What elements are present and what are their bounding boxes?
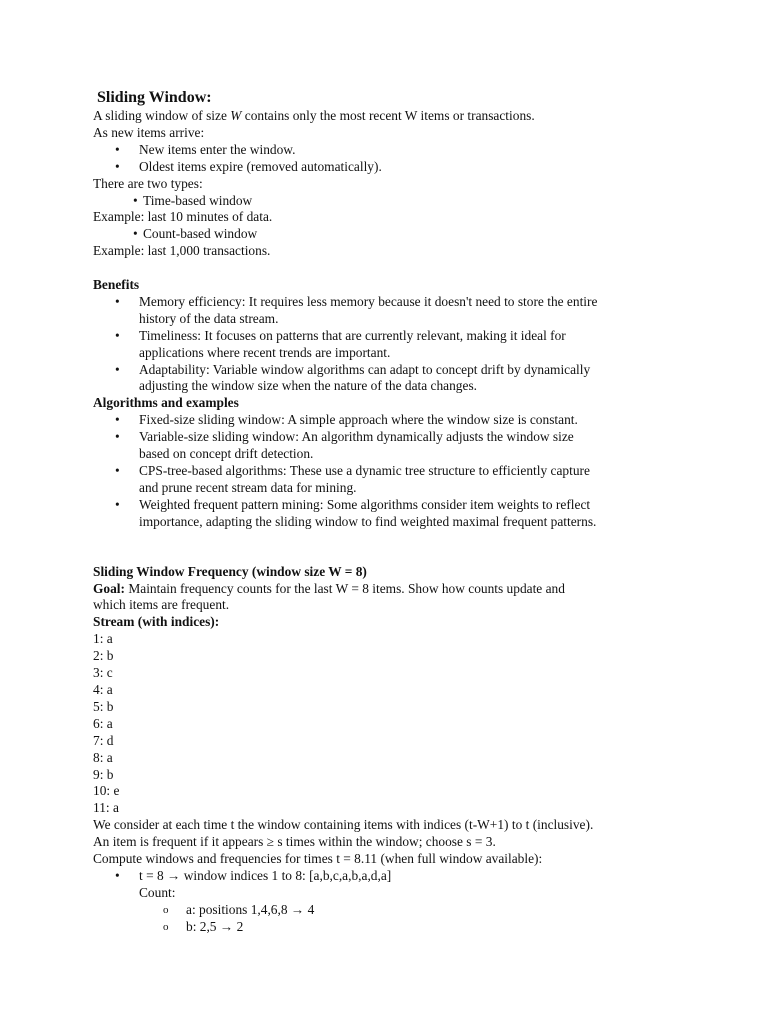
stream-heading: Stream (with indices): [93,614,220,630]
stream-item: 6: a [93,715,113,731]
list-item: • Weighted frequent pattern mining: Some algorithms consider item weights to reflect importance, adapting the sliding window to find weighted maximal frequent patterns. [93,497,693,531]
consider-line-3: Compute windows and frequencies for times t = 8.11 (when full window available): [93,851,543,867]
list-item: • Timeliness: It focuses on patterns that are currently relevant, making it ideal for applications where recent trends are important. [93,328,693,362]
goal-label: Goal: [93,580,125,596]
list-item: • New items enter the window. [93,142,693,159]
stream-item: 4: a [93,681,113,697]
stream-item: 2: b [93,648,114,664]
list-item: • Oldest items expire (removed automatically). [93,159,693,176]
list-item: • Count-based window [93,226,693,243]
stream-item: 5: b [93,698,114,714]
type-list-2 [93,226,693,243]
algorithms-list [93,412,693,530]
list-item: • Memory efficiency: It requires less memory because it doesn't need to store the entire history of the data stream. [93,294,693,328]
intro-text-end: contains only the most recent W items or transactions. [241,108,535,123]
stream-item: 1: a [93,631,113,647]
type-list [93,193,693,210]
goal-text: Maintain frequency counts for the last W = 8 items. Show how counts update and [125,580,565,596]
list-item: • Fixed-size sliding window: A simple approach where the window size is constant. [93,412,693,429]
consider-line-1: We consider at each time t the window containing items with indices (t-W+1) to t (inclusive). [93,817,594,833]
types-intro: There are two types: [93,175,203,191]
count-label: Count: [139,884,176,900]
stream-item: 8: a [93,749,113,765]
goal-line-2: which items are frequent. [93,597,230,613]
list-item: • Time-based window [93,193,693,210]
section-title: Sliding Window: [97,89,212,106]
stream-item: 9: b [93,766,114,782]
stream-item: 3: c [93,665,113,681]
intro-line-2: As new items arrive: [93,124,205,140]
window-list [93,868,693,885]
goal-line [93,581,693,598]
algorithms-heading: Algorithms and examples [93,395,239,411]
list-item: o a: positions 1,4,6,8 → 4 [93,902,693,919]
list-item: • Adaptability: Variable window algorithms can adapt to concept drift by dynamically adjusting the window size when the nature of the data changes. [93,362,693,396]
count-list [93,902,693,936]
consider-line-2: An item is frequent if it appears ≥ s times within the window; choose s = 3. [93,834,496,850]
list-item: • CPS-tree-based algorithms: These use a dynamic tree structure to efficiently capture and prune recent stream data for mining. [93,463,693,497]
frequency-heading: Sliding Window Frequency (window size W = 8) [93,563,367,579]
benefits-heading: Benefits [93,277,140,293]
intro-text: A sliding window of size [93,108,231,123]
stream-item: 11: a [93,800,119,816]
type1-example: Example: last 10 minutes of data. [93,209,273,225]
stream-item: 7: d [93,732,114,748]
type2-example: Example: last 1,000 transactions. [93,243,271,259]
intro-variable: W [230,108,242,123]
list-item: • Variable-size sliding window: An algorithm dynamically adjusts the window size based on concept drift detection. [93,429,693,463]
benefits-list [93,294,693,395]
list-item: • t = 8 → window indices 1 to 8: [a,b,c,a,b,a,d,a] [93,868,693,885]
document-page [93,89,693,936]
arrive-list [93,142,693,176]
list-item: o b: 2,5 → 2 [93,919,693,936]
stream-item: 10: e [93,783,120,799]
stream-list [93,631,693,817]
intro-line [93,108,693,125]
